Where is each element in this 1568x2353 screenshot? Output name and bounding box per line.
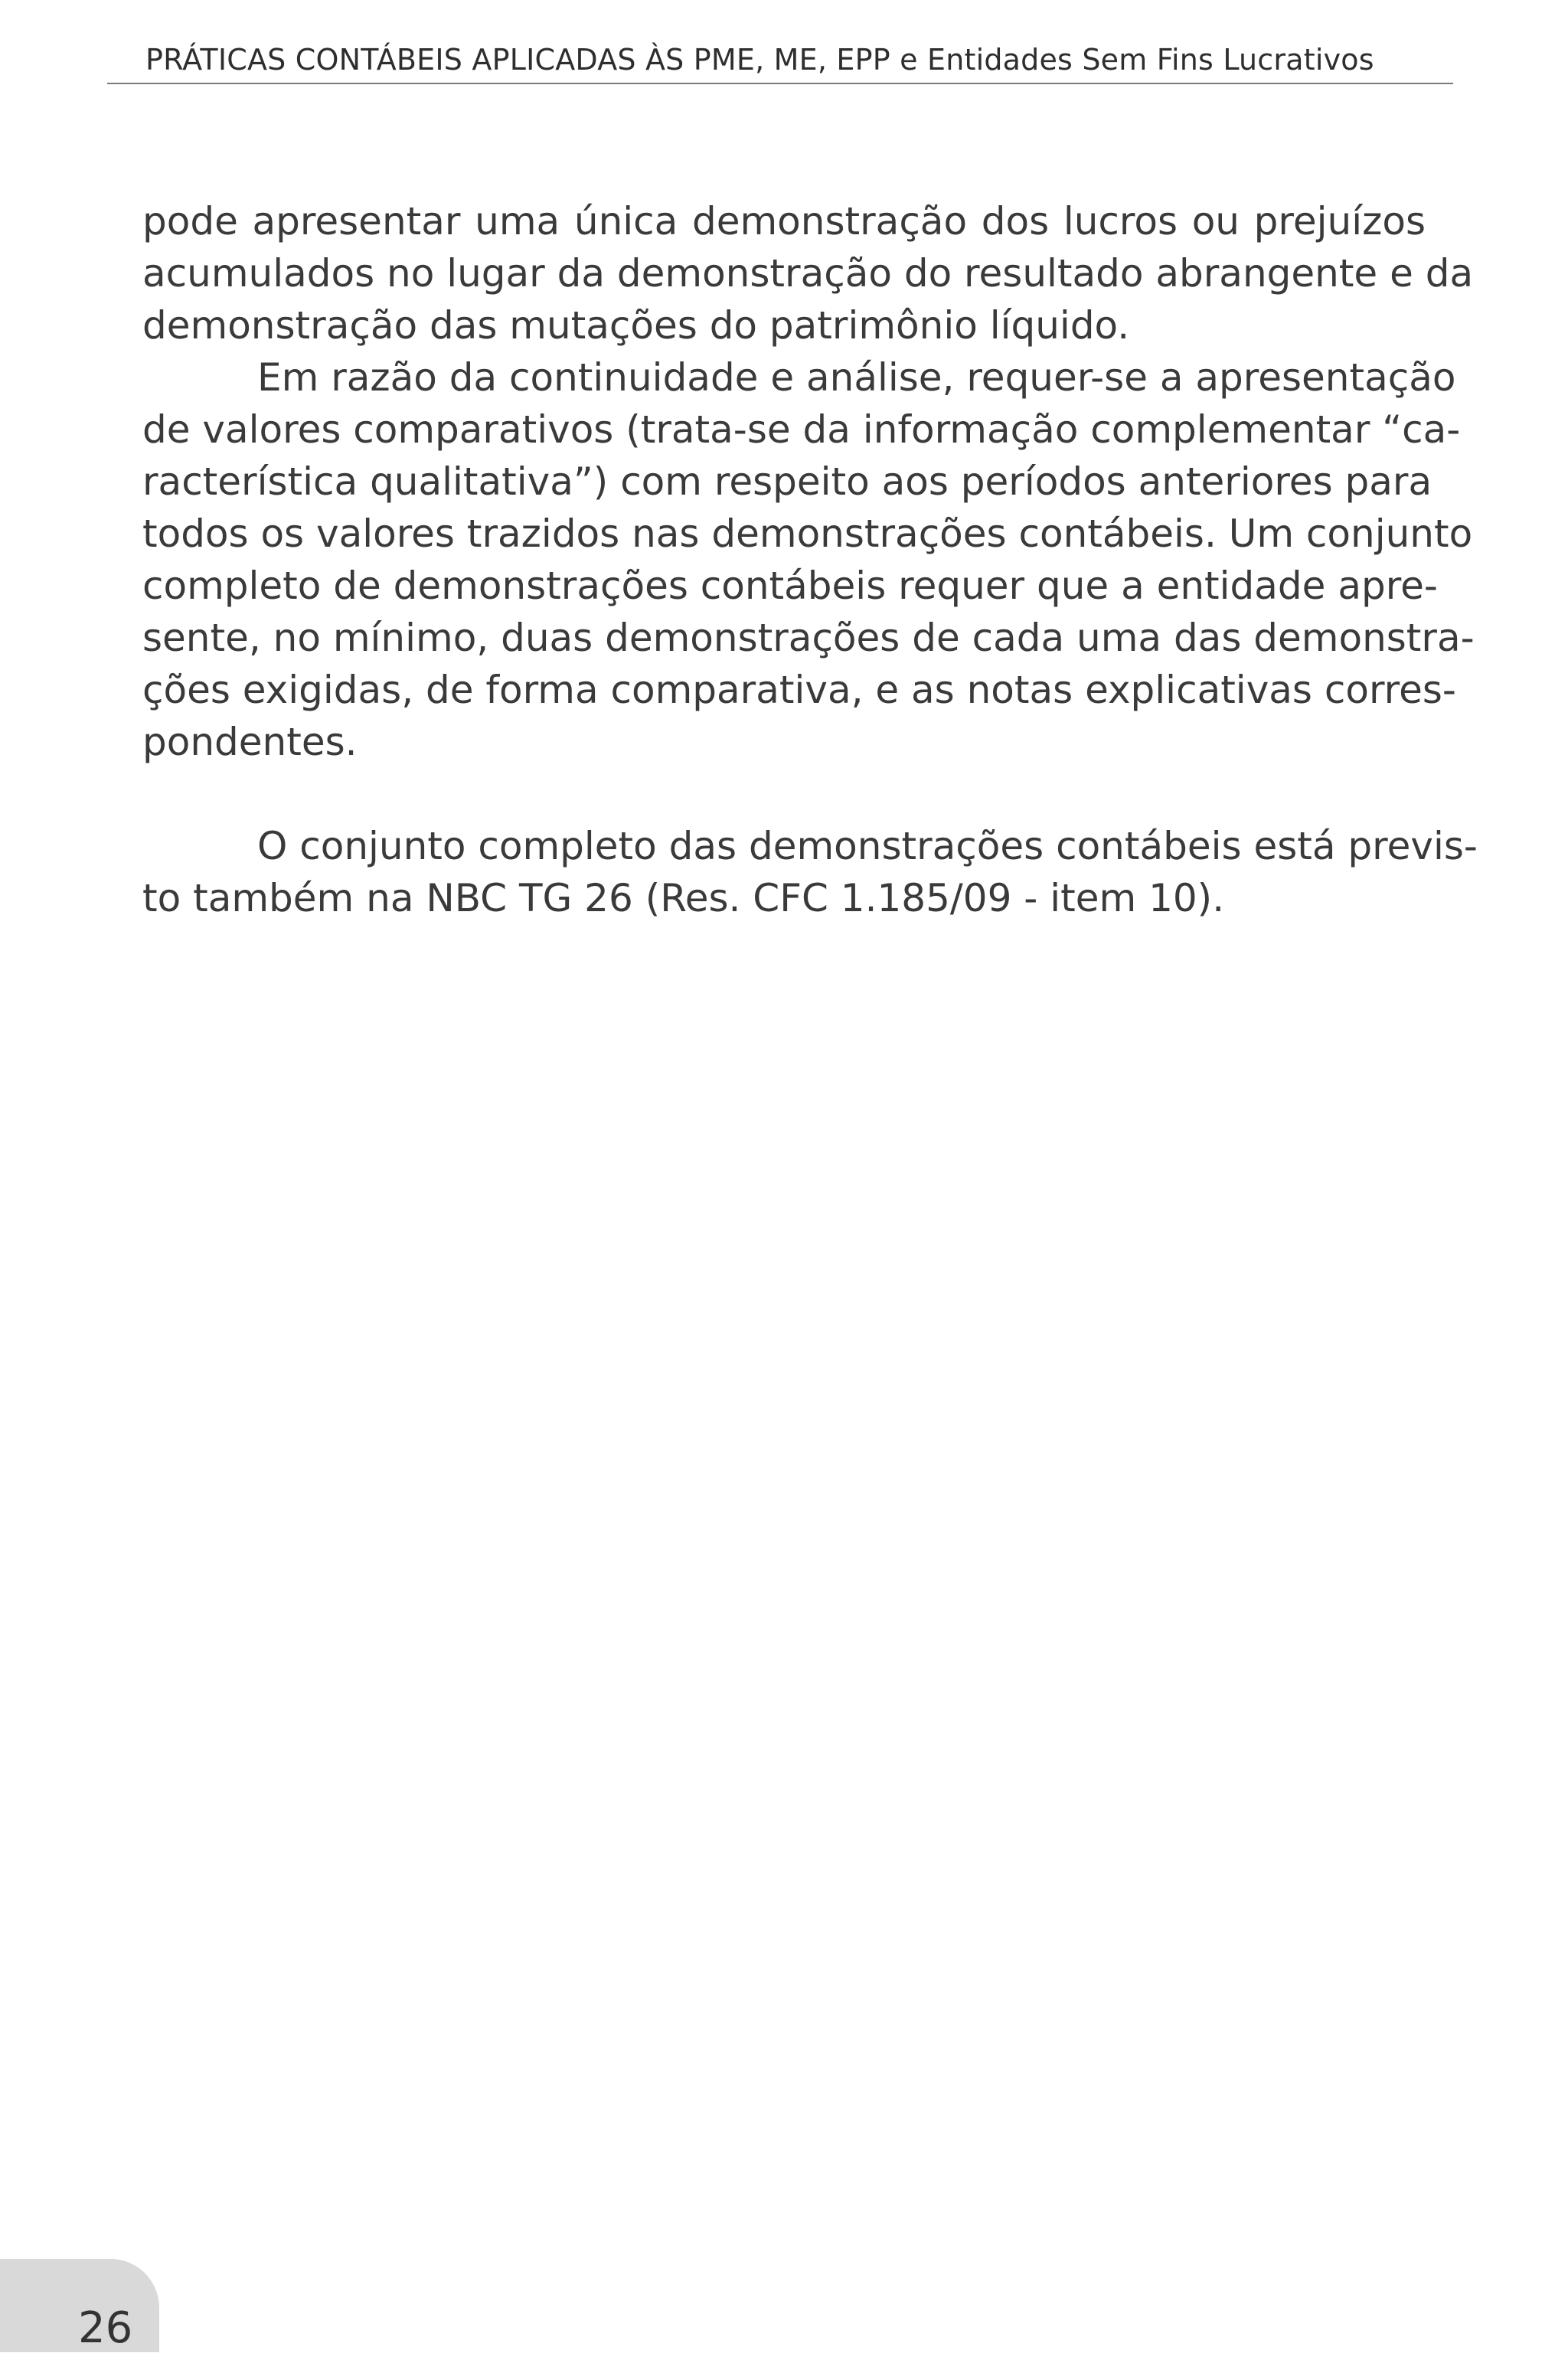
text-line: O conjunto completo das demonstrações contábeis está previs- <box>257 824 1478 868</box>
text-line: racterística qualitativa”) com respeito aos períodos anteriores para <box>142 459 1432 504</box>
text-line: de valores comparativos (trata-se da informação complementar “ca- <box>142 407 1461 452</box>
paragraph-spacer <box>142 768 1426 820</box>
running-header: PRÁTICAS CONTÁBEIS APLICADAS ÀS PME, ME, EPP e Entidades Sem Fins Lucrativos <box>145 43 1374 77</box>
text-line: pode apresentar uma única demonstração dos lucros ou prejuízos <box>142 199 1426 243</box>
text-line: todos os valores trazidos nas demonstrações contábeis. Um conjunto <box>142 511 1473 556</box>
text-line: Em razão da continuidade e análise, requer-se a apresentação <box>257 355 1456 400</box>
paragraph-3 <box>142 820 1478 924</box>
text-line: acumulados no lugar da demonstração do resultado abrangente e da <box>142 251 1474 296</box>
body-text <box>142 195 1478 924</box>
text-line: demonstração das mutações do patrimônio líquido. <box>142 303 1130 348</box>
paragraph-2 <box>142 351 1475 768</box>
text-line: sente, no mínimo, duas demonstrações de cada uma das demonstra- <box>142 616 1475 660</box>
header-divider <box>107 83 1453 84</box>
text-line: to também na NBC TG 26 (Res. CFC 1.185/09 - item 10). <box>142 876 1225 920</box>
text-line: completo de demonstrações contábeis requer que a entidade apre- <box>142 564 1438 608</box>
paragraph-1 <box>142 195 1474 351</box>
text-line: pondentes. <box>142 720 358 764</box>
text-line: ções exigidas, de forma comparativa, e as notas explicativas corres- <box>142 668 1456 712</box>
page-number: 26 <box>78 2303 133 2353</box>
